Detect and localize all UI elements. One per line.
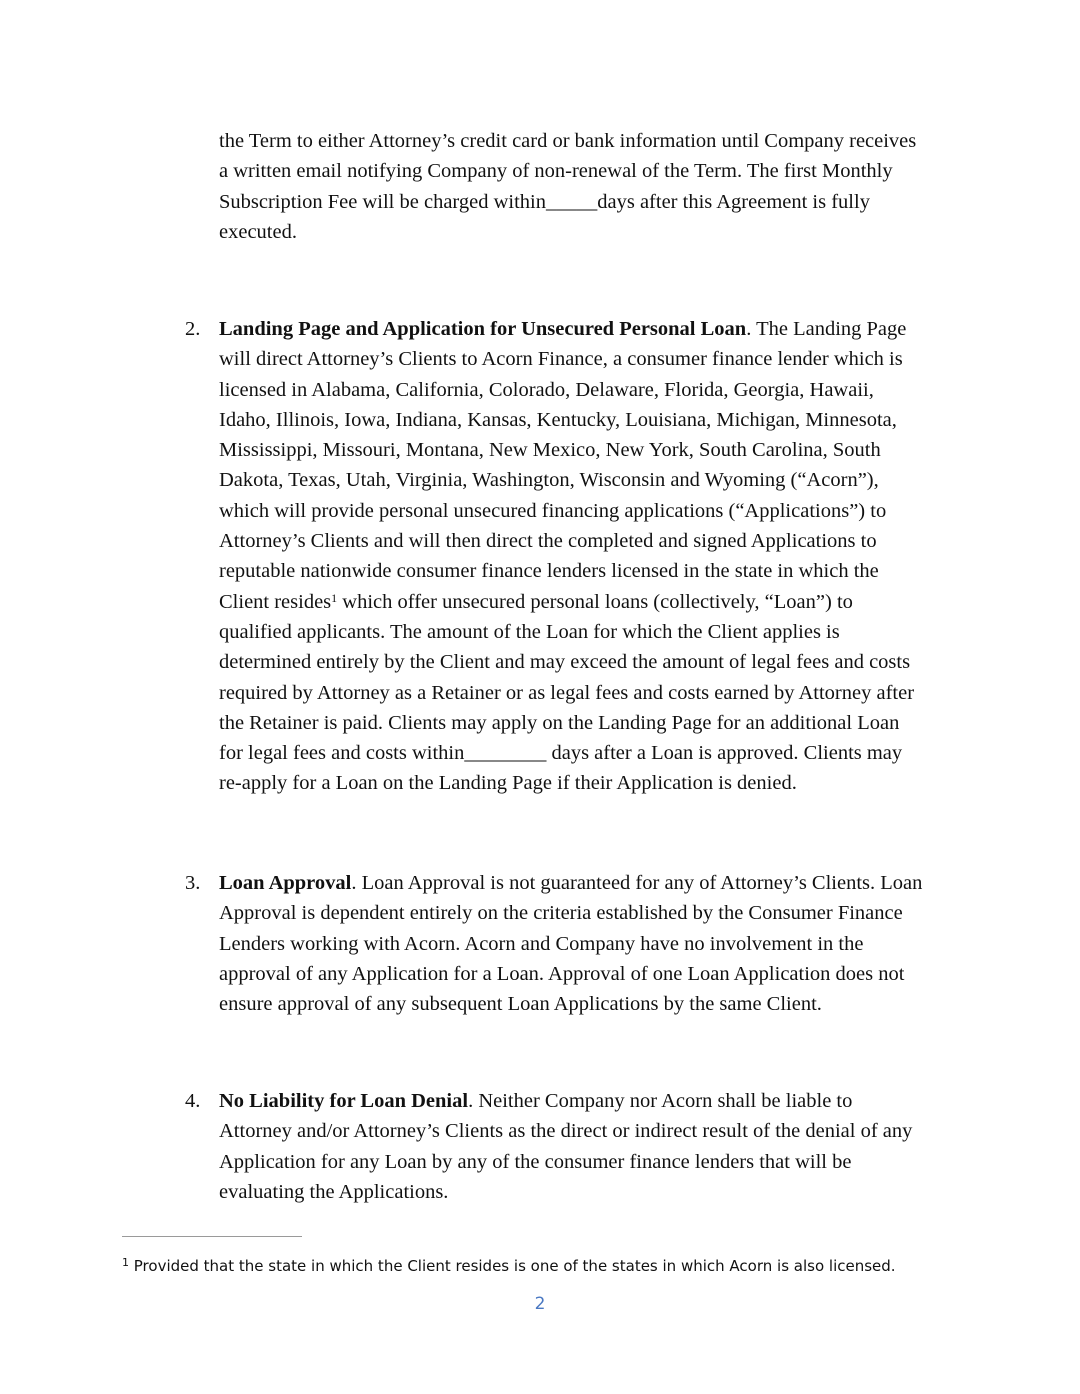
- text-line: Subscription Fee will be charged within_____days after this Agreement is fully: [219, 190, 870, 213]
- text-line: will direct Attorney’s Clients to Acorn Finance, a consumer finance lender which is: [219, 348, 903, 371]
- text-fragment: which offer unsecured personal loans (collectively, “Loan”) to: [337, 590, 853, 613]
- text-line: qualified applicants. The amount of the Loan for which the Client applies is: [219, 620, 840, 643]
- text-line: which will provide personal unsecured financing applications (“Applications”) to: [219, 499, 887, 522]
- text-line: executed.: [219, 220, 297, 243]
- text-line: determined entirely by the Client and may exceed the amount of legal fees and costs: [219, 651, 911, 674]
- section-text: . The Landing Page: [746, 318, 907, 340]
- footnote: [122, 1255, 896, 1277]
- text-line: Mississippi, Missouri, Montana, New Mexico, New York, South Carolina, South: [219, 439, 881, 462]
- footnote-reference[interactable]: 1: [331, 590, 338, 605]
- section-first-line: [219, 1086, 959, 1116]
- text-line: the Retainer is paid. Clients may apply on the Landing Page for an additional Loan: [219, 711, 900, 734]
- text-line: Application for any Loan by any of the consumer finance lenders that will be: [219, 1150, 852, 1173]
- section-heading: Loan Approval: [219, 872, 352, 894]
- text-line: licensed in Alabama, California, Colorado, Delaware, Florida, Georgia, Hawaii,: [219, 378, 874, 401]
- text-line: Attorney’s Clients and will then direct the completed and signed Applications to: [219, 530, 877, 553]
- section-2: [185, 314, 959, 799]
- text-line: reputable nationwide consumer finance lenders licensed in the state in which the: [219, 560, 879, 583]
- section-number: 2.: [185, 318, 201, 340]
- text-line: Lenders working with Acorn. Acorn and Company have no involvement in the: [219, 932, 864, 955]
- text-line: approval of any Application for a Loan. Approval of one Loan Application does not: [219, 962, 905, 985]
- section-first-line: [219, 314, 959, 344]
- text-fragment: Client resides: [219, 590, 332, 613]
- text-line: evaluating the Applications.: [219, 1180, 449, 1203]
- footnote-separator: [122, 1236, 302, 1237]
- footnote-number: 1: [122, 1256, 129, 1269]
- section-3: [185, 868, 959, 1019]
- section-text: . Loan Approval is not guaranteed for any of Attorney’s Clients. Loan: [351, 872, 923, 894]
- text-line: the Term to either Attorney’s credit card or bank information until Company receives: [219, 130, 917, 152]
- section-first-line: [219, 868, 959, 898]
- text-line: required by Attorney as a Retainer or as legal fees and costs earned by Attorney after: [219, 681, 915, 704]
- text-line: Approval is dependent entirely on the criteria established by the Consumer Finance: [219, 902, 903, 925]
- text-line: ensure approval of any subsequent Loan Applications by the same Client.: [219, 993, 822, 1016]
- text-line: re-apply for a Loan on the Landing Page if their Application is denied.: [219, 772, 797, 795]
- text-line: Idaho, Illinois, Iowa, Indiana, Kansas, Kentucky, Louisiana, Michigan, Minnesota,: [219, 408, 897, 431]
- text-line: Dakota, Texas, Utah, Virginia, Washington, Wisconsin and Wyoming (“Acorn”),: [219, 469, 879, 492]
- intro-paragraph: [219, 126, 959, 247]
- text-line-with-footnote: [219, 587, 959, 617]
- section-number: 4.: [185, 1090, 201, 1112]
- page-number: 2: [534, 1294, 546, 1314]
- section-4: [185, 1086, 959, 1207]
- section-heading: No Liability for Loan Denial: [219, 1090, 469, 1112]
- text-line: for legal fees and costs within________ days after a Loan is approved. Clients may: [219, 742, 903, 765]
- section-text: . Neither Company nor Acorn shall be liable to: [468, 1090, 853, 1112]
- footnote-text: Provided that the state in which the Client resides is one of the states in which Acorn is also licensed.: [129, 1257, 896, 1275]
- text-line: a written email notifying Company of non-renewal of the Term. The first Monthly: [219, 160, 893, 183]
- section-heading: Landing Page and Application for Unsecured Personal Loan: [219, 318, 747, 340]
- text-line: Attorney and/or Attorney’s Clients as the direct or indirect result of the denial of any: [219, 1120, 913, 1143]
- section-number: 3.: [185, 872, 201, 894]
